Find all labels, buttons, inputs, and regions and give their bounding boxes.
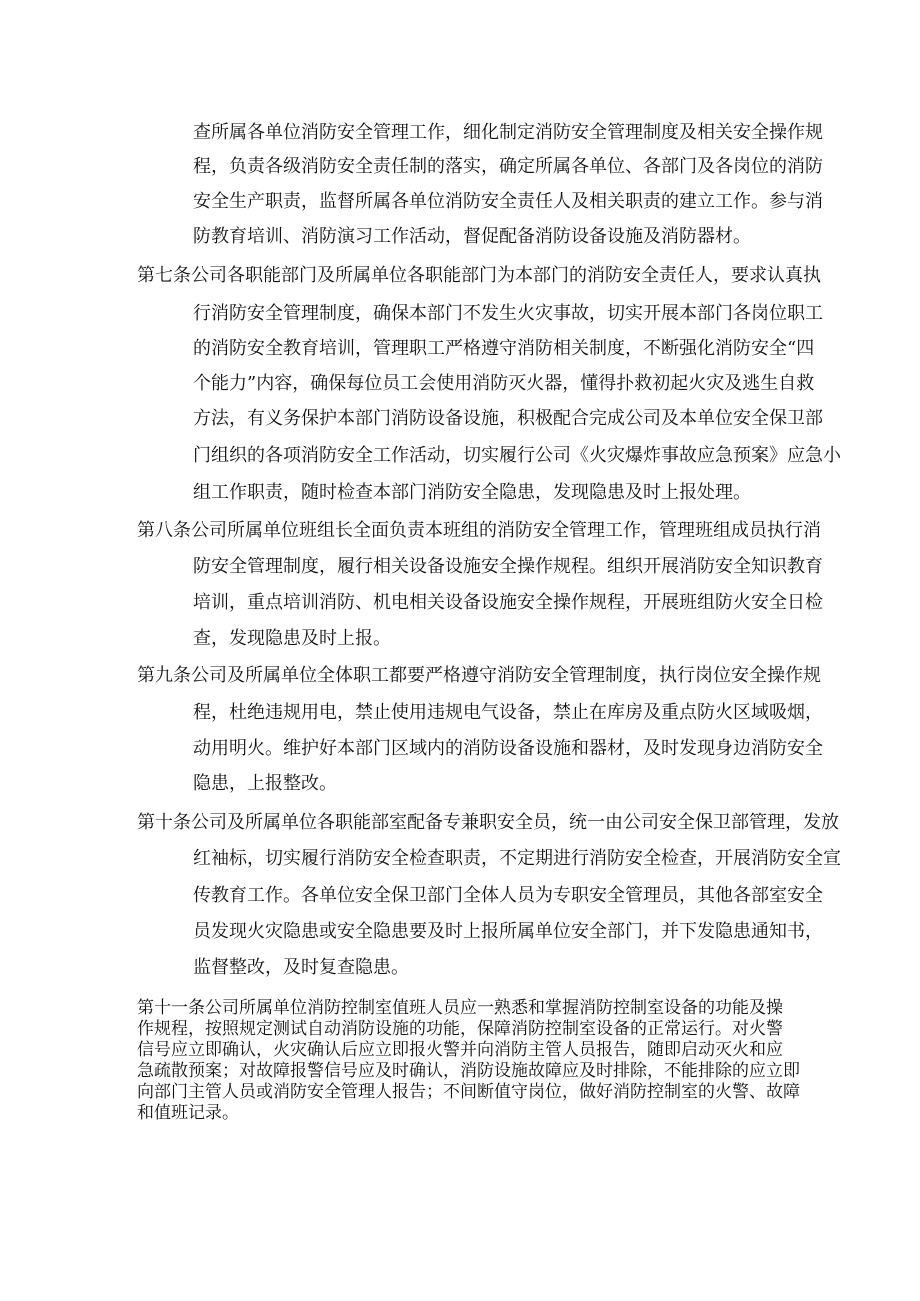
text-line: 方法，有义务保护本部门消防设备设施，积极配合完成公司及本单位安全保卫部 (193, 408, 823, 429)
text-line: 监督整改，及时复查隐患。 (193, 957, 409, 978)
text-line: 程，杜绝违规用电，禁止使用违规电气设备，禁止在库房及重点防火区域吸烟， (193, 702, 823, 723)
text-line: 防教育培训、消防演习工作活动，督促配备消防设备设施及消防器材。 (193, 226, 751, 247)
text-line: 急疏散预案；对故障报警信号应及时确认，消防设施故障应及时排除，不能排除的应立即 (137, 1061, 800, 1081)
text-line: 红袖标，切实履行消防安全检查职责，不定期进行消防安全检查，开展消防安全宣 (193, 848, 841, 869)
article-heading-line: 第十条公司及所属单位各职能部室配备专兼职安全员，统一由公司安全保卫部管理，发放 (137, 812, 839, 833)
text-line: 组工作职责，随时检查本部门消防安全隐患，发现隐患及时上报处理。 (193, 482, 751, 503)
text-line: 防安全管理制度，履行相关设备设施安全操作规程。组织开展消防安全知识教育 (193, 556, 823, 577)
text-line: 安全生产职责，监督所属各单位消防安全责任人及相关职责的建立工作。参与消 (193, 191, 823, 212)
text-line: 向部门主管人员或消防安全管理人报告；不间断值守岗位，做好消防控制室的火警、故障 (137, 1082, 800, 1102)
text-line: 传教育工作。各单位安全保卫部门全体人员为专职安全管理员，其他各部室安全 (193, 885, 823, 906)
text-line: 和值班记录。 (137, 1103, 239, 1123)
text-line: 查，发现隐患及时上报。 (193, 628, 391, 649)
article-heading-line: 第十一条公司所属单位消防控制室值班人员应一熟悉和掌握消防控制室设备的功能及操 (137, 998, 783, 1018)
text-line: 程，负责各级消防安全责任制的落实，确定所属各单位、各部门及各岗位的消防 (193, 156, 823, 177)
text-line: 个能力”内容，确保每位员工会使用消防灭火器，懂得扑救初起火灾及逃生自救 (193, 373, 815, 394)
text-line: 培训，重点培训消防、机电相关设备设施安全操作规程，开展班组防火安全日检 (193, 592, 823, 613)
article-heading-line: 第八条公司所属单位班组长全面负责本班组的消防安全管理工作，管理班组成员执行消 (137, 520, 821, 541)
text-line: 的消防安全教育培训，管理职工严格遵守消防相关制度，不断强化消防安全“四 (193, 338, 815, 359)
text-line: 查所属各单位消防安全管理工作，细化制定消防安全管理制度及相关安全操作规 (193, 122, 823, 143)
article-heading-line: 第七条公司各职能部门及所属单位各职能部门为本部门的消防安全责任人，要求认真执 (137, 265, 821, 286)
text-line: 门组织的各项消防安全工作活动，切实履行公司《火灾爆炸事故应急预案》应急小 (193, 445, 841, 466)
text-line: 信号应立即确认，火灾确认后应立即报火警并向消防主管人员报告，随即启动灭火和应 (137, 1040, 783, 1060)
article-heading-line: 第九条公司及所属单位全体职工都要严格遵守消防安全管理制度，执行岗位安全操作规 (137, 665, 821, 686)
text-line: 动用明火。维护好本部门区域内的消防设备设施和器材，及时发现身边消防安全 (193, 738, 823, 759)
text-line: 作规程，按照规定测试自动消防设施的功能，保障消防控制室设备的正常运行。对火警 (137, 1019, 783, 1039)
text-line: 行消防安全管理制度，确保本部门不发生火灾事故，切实开展本部门各岗位职工 (193, 303, 823, 324)
text-line: 隐患，上报整改。 (193, 773, 337, 794)
text-line: 员发现火灾隐患或安全隐患要及时上报所属单位安全部门，并下发隐患通知书， (193, 921, 823, 942)
